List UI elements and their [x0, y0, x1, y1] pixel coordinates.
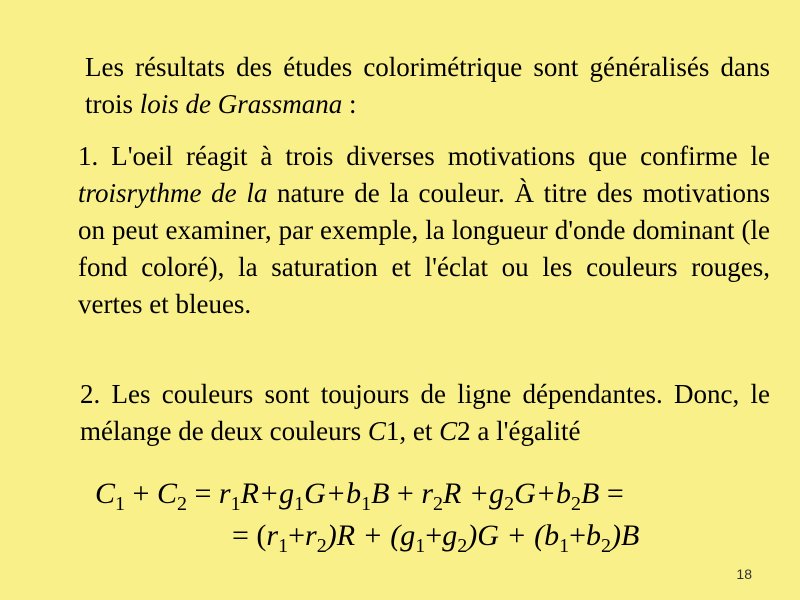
- law-2-text-mid: , et: [399, 416, 440, 446]
- law-2-paragraph: [80, 376, 770, 450]
- law-2-c1-number: 1: [385, 416, 400, 446]
- eq2-g2: g: [442, 519, 458, 552]
- eq-equals-2: =: [599, 477, 624, 510]
- law-2-c1-letter: C: [367, 416, 386, 446]
- eq2-r1-sub: 1: [278, 535, 289, 557]
- eq-B2: B: [581, 477, 600, 510]
- eq-b1-sub: 1: [361, 493, 372, 515]
- eq-plus: +: [125, 477, 157, 510]
- eq2-G: )G + (: [467, 519, 545, 552]
- eq-c2-sub: 2: [176, 493, 187, 515]
- eq2-B: )B: [611, 519, 640, 552]
- eq2-r2-sub: 2: [316, 535, 327, 557]
- eq2-r1: r: [266, 519, 279, 552]
- law-2-text-before: 2. Les couleurs sont toujours de ligne dépendantes. Donc, le mélange de deux couleurs: [80, 379, 770, 446]
- eq-r2-sub: 2: [433, 493, 443, 515]
- eq-b2-sub: 2: [571, 493, 581, 515]
- eq2-plus-1: +: [288, 519, 306, 552]
- eq-g1-sub: 1: [294, 493, 305, 515]
- slide-number: 18: [736, 566, 752, 582]
- eq2-g1: g: [400, 519, 416, 552]
- eq2-g2-sub: 2: [457, 535, 468, 557]
- eq2-b2-sub: 2: [601, 535, 612, 557]
- law-2-c2-number: 2: [457, 416, 471, 446]
- law-1-text-after: nature de la couleur. À titre des motivations on peut examiner, par exemple, la longueur d'onde dominant (le fond coloré), la saturation et l'éclat ou les couleurs rouges, vertes et bleues.: [78, 178, 770, 319]
- eq2-plus-3: +: [569, 519, 587, 552]
- eq-equals: =: [186, 477, 219, 510]
- eq-g2: g: [489, 477, 505, 510]
- equation-line-2: [232, 518, 640, 557]
- eq-c2: C: [156, 477, 177, 510]
- eq-g1: g: [279, 477, 295, 510]
- eq-R1: R+: [240, 477, 280, 510]
- eq2-plus-2: +: [425, 519, 443, 552]
- eq-G2: G+: [514, 477, 556, 510]
- eq2-b1-sub: 1: [559, 535, 570, 557]
- eq-R2: R +: [443, 477, 490, 510]
- eq-r1-sub: 1: [230, 493, 241, 515]
- eq-g2-sub: 2: [504, 493, 515, 515]
- eq2-R: )R + (: [326, 519, 401, 552]
- eq2-r2: r: [305, 519, 317, 552]
- law-2-text-after: a l'égalité: [470, 416, 581, 446]
- eq2-lead: = (: [232, 519, 267, 552]
- eq-B1: B: [371, 477, 390, 510]
- eq2-b2: b: [586, 519, 602, 552]
- intro-tail: :: [342, 89, 357, 119]
- eq-plus-2: +: [389, 477, 422, 510]
- law-1-paragraph: [78, 138, 770, 323]
- law-2-c2-letter: C: [439, 416, 458, 446]
- intro-text: Les résultats des études colorimétrique sont généralisés dans trois: [85, 52, 770, 119]
- law-1-text-before: 1. L'oeil réagit à trois diverses motivations que confirme le: [78, 141, 770, 171]
- eq-G1: G+: [304, 477, 347, 510]
- eq2-g1-sub: 1: [415, 535, 426, 557]
- eq-r1: r: [218, 477, 231, 510]
- eq-c1: C: [95, 477, 116, 510]
- eq-c1-sub: 1: [115, 493, 126, 515]
- eq2-b1: b: [544, 519, 560, 552]
- equation-line-1: [95, 476, 624, 515]
- eq-b2: b: [556, 477, 571, 510]
- eq-r2: r: [421, 477, 433, 510]
- law-1-italic-term: troisrythme de la: [78, 178, 268, 208]
- intro-italic-term: lois de Grassmana: [139, 89, 343, 119]
- intro-paragraph: [85, 49, 770, 123]
- eq-b1: b: [346, 477, 362, 510]
